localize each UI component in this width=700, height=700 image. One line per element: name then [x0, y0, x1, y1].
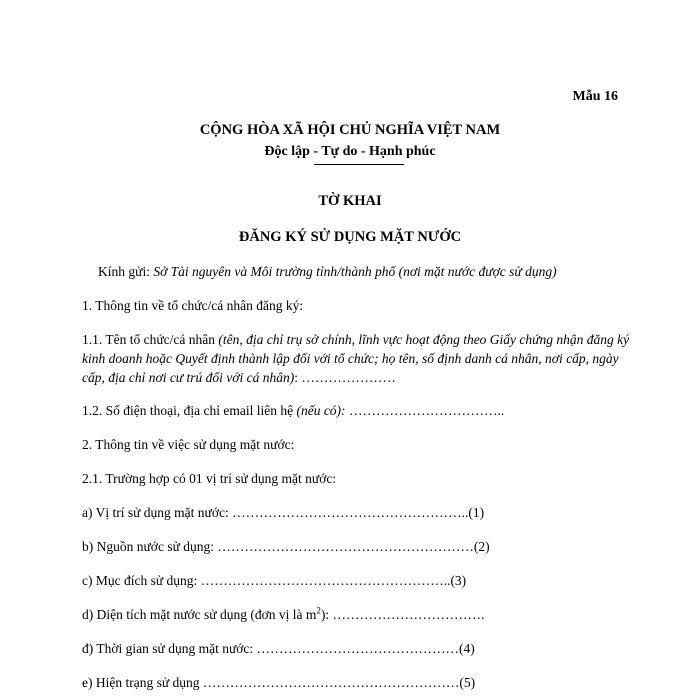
field-location [82, 503, 630, 522]
document-title: TỜ KHAI [318, 193, 382, 209]
field-area-dots: ……………………………. [332, 607, 485, 622]
form-number: Mẫu 16 [572, 89, 618, 104]
field-area [82, 605, 630, 624]
section-1-2-label: 1.2. Số điện thoại, địa chỉ email liên hệ [82, 403, 297, 418]
field-duration [82, 639, 630, 658]
section-1-2-note: (nếu có): [296, 403, 346, 418]
field-area-after: ): [320, 607, 333, 622]
field-location-dots: ……………………………………………..(1) [232, 505, 485, 520]
field-location-label: a) Vị trí sử dụng mặt nước: [82, 505, 233, 520]
field-current-status [82, 673, 630, 692]
field-water-source-label: b) Nguồn nước sử dụng: [82, 539, 218, 554]
field-area-superscript: 2 [316, 605, 321, 616]
recipient-line [98, 262, 630, 281]
field-duration-label: đ) Thời gian sử dụng mặt nước: [82, 641, 257, 656]
section-1-2 [82, 401, 630, 420]
section-1-1-label: 1.1. Tên tổ chức/cá nhân [82, 332, 219, 347]
field-area-label: d) Diện tích mặt nước sử dụng (đơn vị là m [82, 607, 317, 622]
header-divider [314, 164, 404, 165]
section-2-1-heading: 2.1. Trường hợp có 01 vị trí sử dụng mặt nước: [82, 471, 337, 486]
nation-heading: CỘNG HÒA XÃ HỘI CHỦ NGHĨA VIỆT NAM [199, 122, 501, 138]
document-subtitle: ĐĂNG KÝ SỬ DỤNG MẶT NƯỚC [238, 229, 462, 245]
section-1-2-dots: …………………………….. [345, 403, 505, 418]
section-1-heading: 1. Thông tin về tổ chức/cá nhân đăng ký: [82, 298, 304, 313]
field-current-status-dots: …………………………………………………(5) [202, 675, 476, 690]
field-water-source-dots: …………………………………………………(2) [217, 539, 490, 554]
field-current-status-label: e) Hiện trạng sử dụng [82, 675, 203, 690]
recipient-label: Kính gửi: [98, 264, 154, 279]
motto: Độc lập - Tự do - Hạnh phúc [264, 144, 436, 159]
field-purpose-label: c) Mục đích sử dụng: [82, 573, 201, 588]
section-1-1-note: (tên, địa chỉ trụ sở chính, lĩnh vực hoạt động theo Giấy chứng nhận đăng ký kinh doanh hoặc Quyết định thành lập đối với tổ chức; họ tên, số định danh cá nhân, nơi cấp, ngày cấp, địa chỉ nơi cư trú đối với cá nhân) [82, 332, 630, 385]
field-duration-dots: ………………………………………(4) [256, 641, 475, 656]
field-water-source [82, 537, 630, 556]
section-1-1-dots: : ………………… [294, 370, 396, 385]
field-purpose [82, 571, 630, 590]
section-2-heading: 2. Thông tin về việc sử dụng mặt nước: [82, 437, 295, 452]
section-1-1 [82, 330, 630, 387]
recipient-value: Sở Tài nguyên và Môi trường tỉnh/thành phố (nơi mặt nước được sử dụng) [153, 264, 557, 279]
field-purpose-dots: ………………………………………………..(3) [200, 573, 467, 588]
